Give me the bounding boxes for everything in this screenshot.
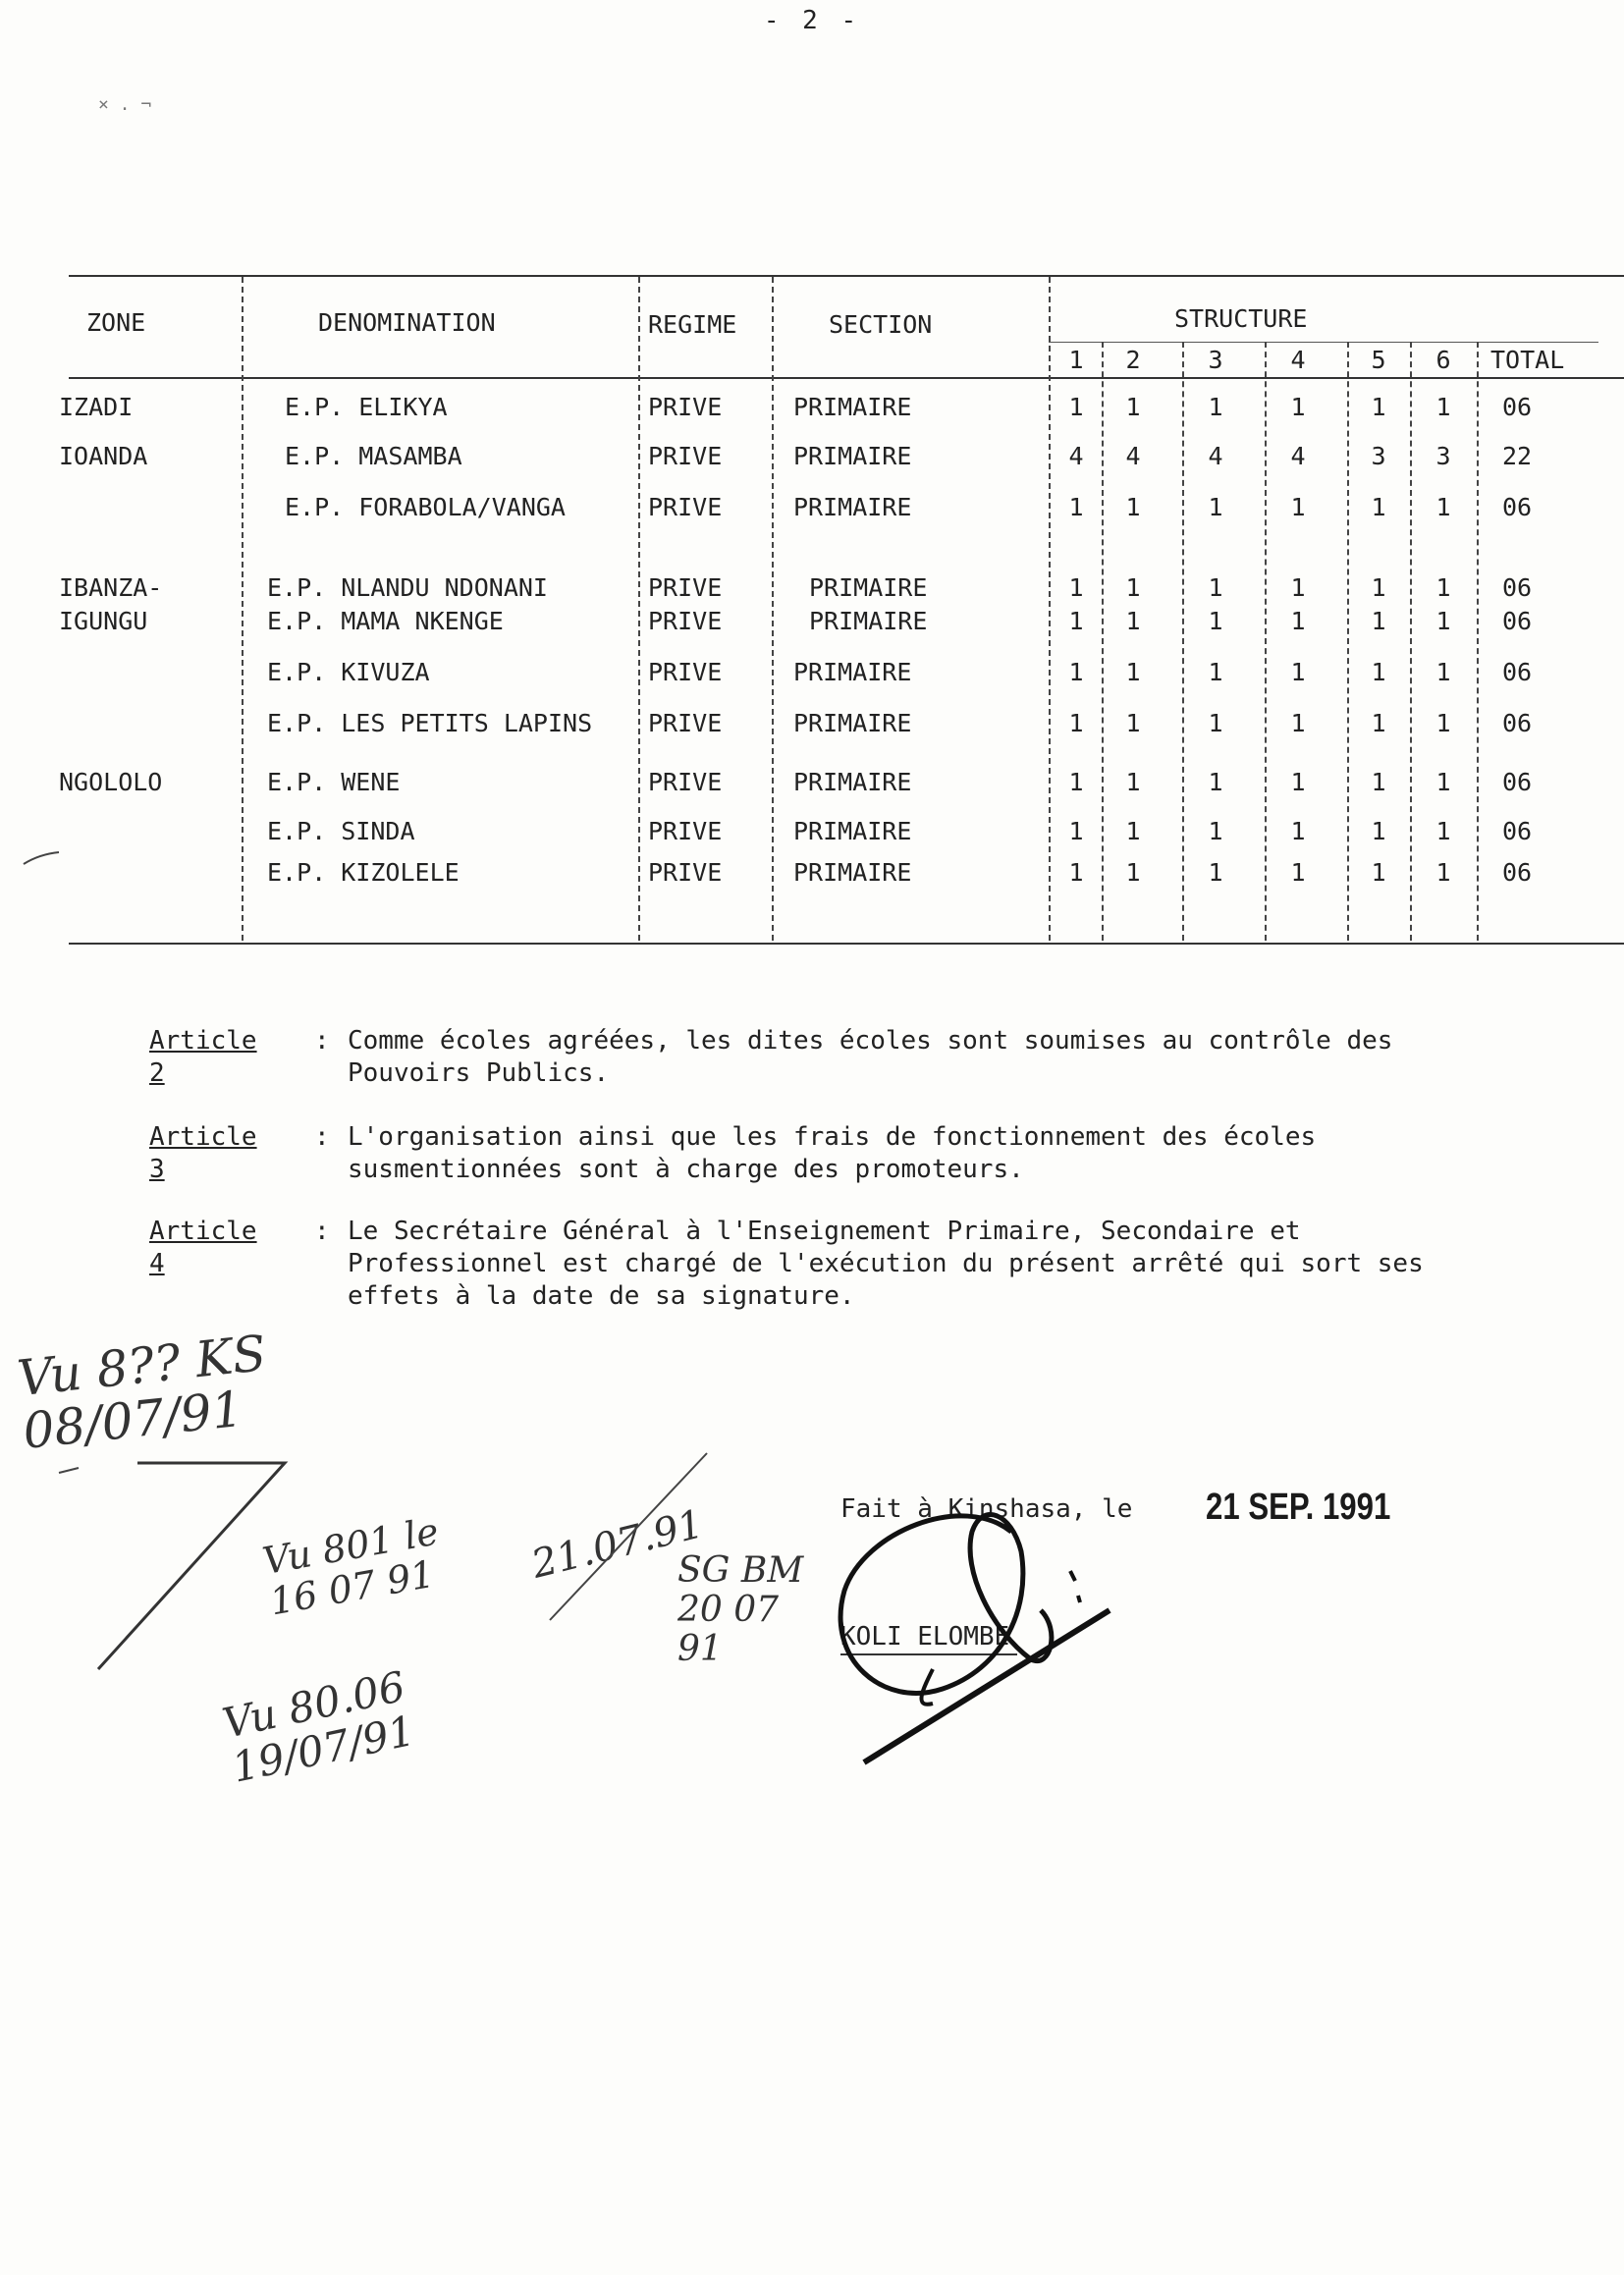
row-structure-4: 4 — [1290, 442, 1306, 470]
row-structure-1: 1 — [1068, 607, 1084, 635]
row-section: PRIMAIRE — [793, 817, 912, 845]
row-structure-2: 1 — [1125, 858, 1141, 887]
article-label: Article 2 — [149, 1026, 257, 1088]
row-regime: PRIVE — [648, 658, 723, 686]
row-total: 06 — [1502, 393, 1533, 421]
header-year-6: 6 — [1435, 346, 1451, 374]
row-total: 06 — [1502, 709, 1533, 737]
row-regime: PRIVE — [648, 858, 723, 887]
row-denomination: E.P. MASAMBA — [285, 442, 462, 470]
row-section: PRIMAIRE — [793, 493, 912, 521]
article-colon: : — [314, 1122, 330, 1152]
row-section: PRIMAIRE — [793, 768, 912, 796]
row-structure-1: 1 — [1068, 709, 1084, 737]
row-structure-4: 1 — [1290, 607, 1306, 635]
article-text: L'organisation ainsi que les frais de fonctionnement des écoles susmentionnées sont à charge des promoteurs. — [348, 1122, 1317, 1184]
row-structure-3: 4 — [1208, 442, 1223, 470]
row-structure-1: 1 — [1068, 858, 1084, 887]
row-zone: IZADI — [59, 393, 134, 421]
row-denomination: E.P. LES PETITS LAPINS — [267, 709, 593, 737]
row-structure-3: 1 — [1208, 709, 1223, 737]
row-structure-2: 1 — [1125, 709, 1141, 737]
article-text: Le Secrétaire Général à l'Enseignement Primaire, Secondaire et Professionnel est chargé de l'exécution du présent arrêté qui sort ses effets à la date de sa signature. — [348, 1217, 1424, 1311]
row-structure-2: 1 — [1125, 658, 1141, 686]
row-section: PRIMAIRE — [793, 858, 912, 887]
header-structure: STRUCTURE — [1174, 304, 1308, 333]
row-structure-6: 1 — [1435, 709, 1451, 737]
row-structure-1: 4 — [1068, 442, 1084, 470]
row-denomination: E.P. FORABOLA/VANGA — [285, 493, 566, 521]
row-structure-4: 1 — [1290, 858, 1306, 887]
row-structure-3: 1 — [1208, 393, 1223, 421]
row-structure-2: 1 — [1125, 573, 1141, 602]
handwritten-note-1: Vu 8?? KS 08/07/91 — [15, 1325, 269, 1460]
header-year-3: 3 — [1208, 346, 1223, 374]
row-section: PRIMAIRE — [793, 658, 912, 686]
row-structure-4: 1 — [1290, 817, 1306, 845]
row-structure-4: 1 — [1290, 393, 1306, 421]
row-structure-5: 1 — [1371, 493, 1386, 521]
row-regime: PRIVE — [648, 817, 723, 845]
row-structure-2: 1 — [1125, 817, 1141, 845]
header-denomination: DENOMINATION — [318, 308, 496, 337]
row-structure-4: 1 — [1290, 709, 1306, 737]
article-colon: : — [314, 1026, 330, 1056]
header-year-2: 2 — [1125, 346, 1141, 374]
row-total: 06 — [1502, 658, 1533, 686]
row-structure-6: 1 — [1435, 573, 1451, 602]
row-structure-6: 1 — [1435, 858, 1451, 887]
scan-marks: × . ¬ — [98, 94, 152, 115]
row-total: 22 — [1502, 442, 1533, 470]
row-denomination: E.P. MAMA NKENGE — [267, 607, 504, 635]
row-structure-1: 1 — [1068, 573, 1084, 602]
row-denomination: E.P. KIVUZA — [267, 658, 430, 686]
row-section: PRIMAIRE — [793, 393, 912, 421]
row-structure-3: 1 — [1208, 858, 1223, 887]
row-structure-1: 1 — [1068, 817, 1084, 845]
header-total: TOTAL — [1490, 346, 1565, 374]
row-structure-4: 1 — [1290, 573, 1306, 602]
row-structure-5: 1 — [1371, 607, 1386, 635]
row-structure-4: 1 — [1290, 658, 1306, 686]
row-regime: PRIVE — [648, 573, 723, 602]
row-total: 06 — [1502, 493, 1533, 521]
row-regime: PRIVE — [648, 393, 723, 421]
row-structure-6: 1 — [1435, 493, 1451, 521]
header-year-1: 1 — [1068, 346, 1084, 374]
row-zone: IBANZA- — [59, 573, 163, 602]
row-structure-3: 1 — [1208, 573, 1223, 602]
row-structure-5: 1 — [1371, 768, 1386, 796]
handwritten-note-4: SG BM 20 07 91 — [677, 1550, 804, 1669]
row-structure-5: 1 — [1371, 817, 1386, 845]
row-section: PRIMAIRE — [793, 709, 912, 737]
row-total: 06 — [1502, 817, 1533, 845]
row-structure-6: 1 — [1435, 768, 1451, 796]
article-label: Article 3 — [149, 1122, 257, 1184]
row-structure-5: 1 — [1371, 709, 1386, 737]
row-zone: IOANDA — [59, 442, 148, 470]
header-regime: REGIME — [648, 310, 737, 339]
row-denomination: E.P. ELIKYA — [285, 393, 448, 421]
handwritten-note-3: 21.07.91 — [527, 1501, 709, 1588]
row-structure-5: 1 — [1371, 658, 1386, 686]
signoff-place: Fait à Kinshasa, le — [840, 1494, 1133, 1524]
row-structure-1: 1 — [1068, 658, 1084, 686]
row-denomination: E.P. WENE — [267, 768, 401, 796]
row-structure-5: 1 — [1371, 573, 1386, 602]
row-structure-2: 1 — [1125, 768, 1141, 796]
row-structure-2: 4 — [1125, 442, 1141, 470]
row-denomination: E.P. NLANDU NDONANI — [267, 573, 548, 602]
row-total: 06 — [1502, 768, 1533, 796]
handwritten-note-5: Vu 80.06 19/07/91 — [218, 1661, 419, 1792]
row-structure-1: 1 — [1068, 768, 1084, 796]
row-section: PRIMAIRE — [809, 573, 928, 602]
row-section: PRIMAIRE — [793, 442, 912, 470]
row-regime: PRIVE — [648, 442, 723, 470]
row-structure-3: 1 — [1208, 768, 1223, 796]
row-structure-5: 1 — [1371, 858, 1386, 887]
row-structure-6: 1 — [1435, 817, 1451, 845]
row-structure-2: 1 — [1125, 607, 1141, 635]
row-structure-5: 1 — [1371, 393, 1386, 421]
article-text: Comme écoles agréées, les dites écoles sont soumises au contrôle des Pouvoirs Publics. — [348, 1026, 1393, 1088]
handwritten-note-2: Vu 801 le 16 07 91 — [259, 1509, 442, 1624]
row-structure-3: 1 — [1208, 607, 1223, 635]
date-stamp: 21 SEP. 1991 — [1206, 1487, 1391, 1528]
header-section: SECTION — [829, 310, 933, 339]
row-regime: PRIVE — [648, 493, 723, 521]
row-structure-6: 1 — [1435, 393, 1451, 421]
row-regime: PRIVE — [648, 709, 723, 737]
row-structure-3: 1 — [1208, 658, 1223, 686]
row-regime: PRIVE — [648, 768, 723, 796]
row-structure-4: 1 — [1290, 768, 1306, 796]
row-structure-5: 3 — [1371, 442, 1386, 470]
row-denomination: E.P. KIZOLELE — [267, 858, 460, 887]
header-zone: ZONE — [86, 308, 146, 337]
row-regime: PRIVE — [648, 607, 723, 635]
row-total: 06 — [1502, 607, 1533, 635]
row-structure-6: 1 — [1435, 658, 1451, 686]
row-structure-2: 1 — [1125, 393, 1141, 421]
row-total: 06 — [1502, 858, 1533, 887]
row-denomination: E.P. SINDA — [267, 817, 415, 845]
row-structure-6: 1 — [1435, 607, 1451, 635]
signatory-name: KOLI ELOMBE — [840, 1622, 1010, 1652]
row-total: 06 — [1502, 573, 1533, 602]
row-structure-3: 1 — [1208, 817, 1223, 845]
page-number: - 2 - — [763, 6, 861, 35]
row-structure-1: 1 — [1068, 493, 1084, 521]
article-colon: : — [314, 1217, 330, 1246]
row-structure-1: 1 — [1068, 393, 1084, 421]
row-zone: IGUNGU — [59, 607, 148, 635]
row-zone: NGOLOLO — [59, 768, 163, 796]
row-structure-4: 1 — [1290, 493, 1306, 521]
header-year-5: 5 — [1371, 346, 1386, 374]
row-section: PRIMAIRE — [809, 607, 928, 635]
article-label: Article 4 — [149, 1217, 257, 1278]
row-structure-6: 3 — [1435, 442, 1451, 470]
row-structure-2: 1 — [1125, 493, 1141, 521]
row-structure-3: 1 — [1208, 493, 1223, 521]
header-year-4: 4 — [1290, 346, 1306, 374]
